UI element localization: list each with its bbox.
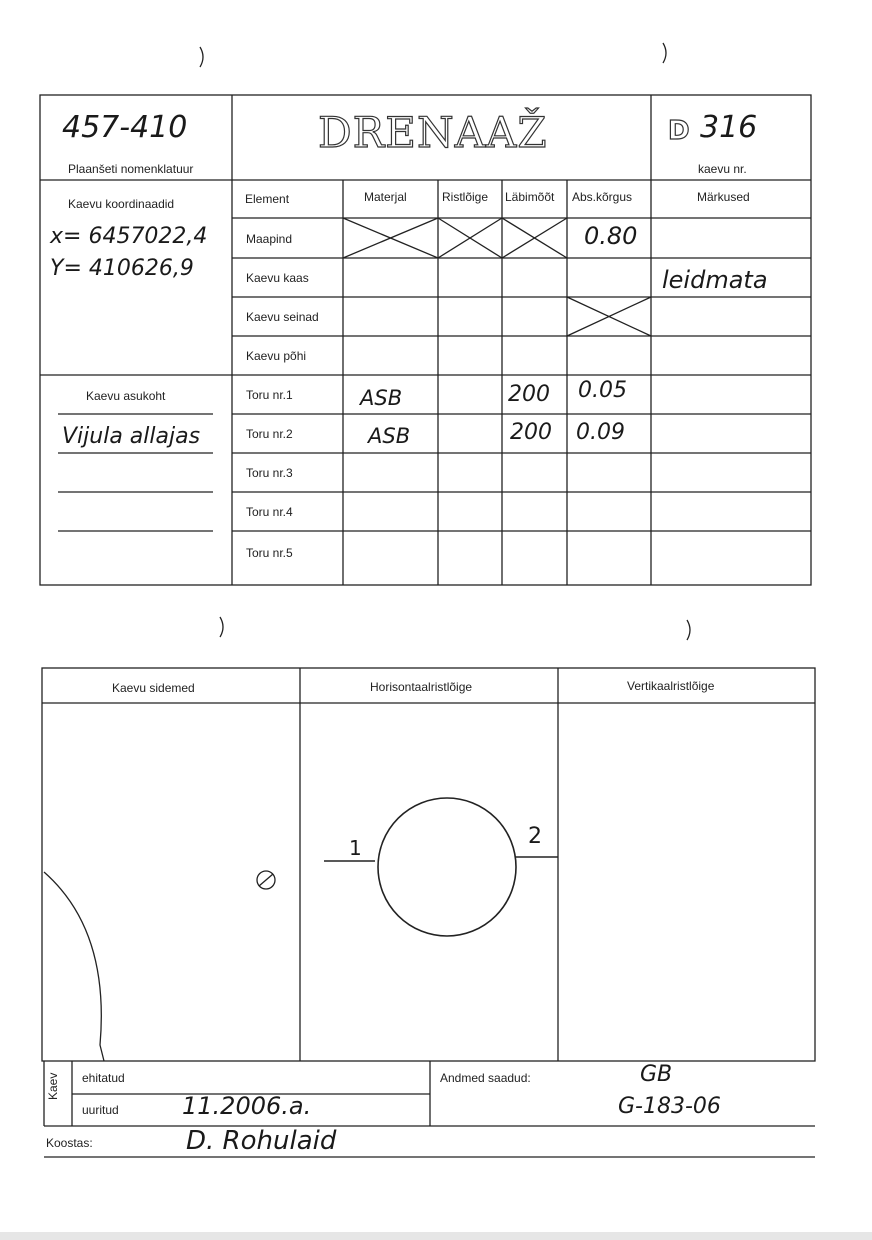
uuritud-label: uuritud [82,1103,119,1117]
toru1-labimoot: 200 [508,382,550,407]
pipe-2-label: 2 [528,824,542,849]
punch-mark [200,47,203,67]
toru2-abs: 0.09 [576,420,625,445]
andmed-value-2: G-183-06 [618,1094,721,1119]
section-horisontaal: Horisontaalristlõige [370,680,473,694]
andmed-value-1: GB [640,1062,673,1087]
coordinates-label: Kaevu koordinaadid [68,197,175,211]
row-label: Kaevu seinad [246,310,319,324]
row-label: Kaevu põhi [246,349,307,363]
koostas-value: D. Rohulaid [186,1126,337,1156]
row-label: Toru nr.3 [246,466,293,480]
coordinate-x: x= 6457022,4 [50,224,208,249]
scan-edge [0,1232,872,1240]
location-value: Vijula allajas [62,424,201,449]
col-header-element: Element [245,192,290,206]
row-label: Toru nr.4 [246,505,293,519]
row-label: Kaevu kaas [246,271,309,285]
section-kaevu-sidemed: Kaevu sidemed [112,681,195,695]
pipe-1-label: 1 [349,836,362,860]
well-label: kaevu nr. [698,162,747,176]
toru1-materjal: ASB [360,386,403,410]
nomenclature-value: 457-410 [62,110,188,145]
toru2-labimoot: 200 [510,420,552,445]
col-header-abs-korgus: Abs.kõrgus [572,190,633,204]
well-prefix: D [668,116,690,146]
col-header-labimoot: Läbimõõt [505,190,555,204]
row-label: Toru nr.5 [246,546,293,560]
section-vertikaal: Vertikaalristlõige [627,679,715,693]
well-number: 316 [700,110,758,145]
punch-mark [687,620,690,640]
uuritud-value: 11.2006.a. [182,1092,312,1120]
col-header-markused: Märkused [697,190,750,204]
col-header-ristloige: Ristlõige [442,190,489,204]
punch-mark [220,617,223,637]
col-header-materjal: Materjal [364,190,407,204]
kaev-label: Kaev [46,1072,60,1100]
toru2-materjal: ASB [368,424,411,448]
punch-mark [663,43,666,63]
coordinate-y: Y= 410626,9 [50,256,194,281]
koostas-label: Koostas: [46,1136,93,1150]
kaas-markused: leidmata [662,266,768,294]
nomenclature-label: Plaanšeti nomenklatuur [68,162,194,176]
ehitatud-label: ehitatud [82,1071,125,1085]
row-label: Maapind [246,232,293,246]
andmed-label: Andmed saadud: [440,1071,531,1085]
row-label: Toru nr.2 [246,427,293,441]
form-title: DRENAAŽ [318,108,548,157]
row-label: Toru nr.1 [246,388,293,402]
maapind-abs: 0.80 [584,222,638,250]
location-label: Kaevu asukoht [86,389,166,403]
toru1-abs: 0.05 [578,378,627,403]
